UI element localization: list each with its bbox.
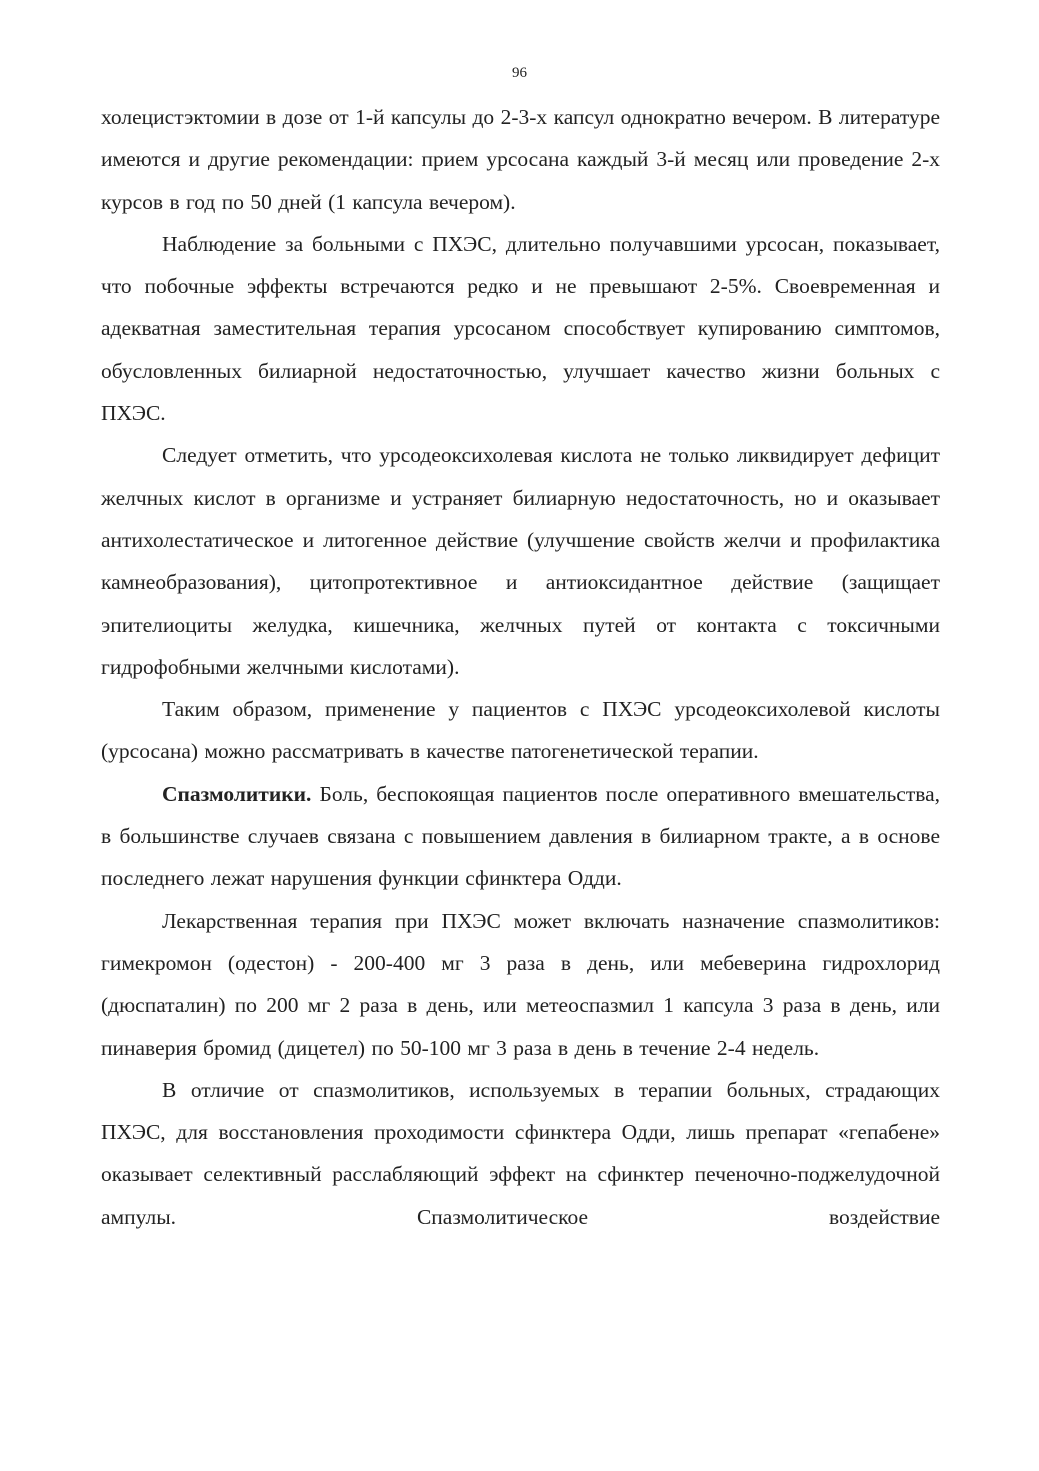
paragraph-2: Наблюдение за больными с ПХЭС, длительно получавшими урсосан, показывает, что побочные эффекты встречаются редко и не превышают 2-5%. Своевременная и адекватная заместительная терапия урсосаном способствует купированию симптомов, обусловленных билиарной недостаточностью, улучшает качество жизни больных с ПХЭС. xyxy=(101,231,940,426)
paragraph-1: холецистэктомии в дозе от 1-й капсулы до 2-3-х капсул однократно вечером. В литературе имеются и другие рекомендации: прием урсосана каждый 3-й месяц или проведение 2-х курсов в год по 50 дней (1 капсула вечером). xyxy=(101,105,940,214)
page-number: 96 xyxy=(512,65,527,81)
paragraph-7: В отличие от спазмолитиков, используемых в терапии больных, страдающих ПХЭС, для восстановления проходимости сфинктера Одди, лишь препарат «гепабене» оказывает селективный расслабляющий эффект на сфинктер печеночно-поджелудочной ампулы. Спазмолитическое воздействие xyxy=(101,1077,940,1229)
paragraph-4: Таким образом, применение у пациентов с ПХЭС урсодеоксихолевой кислоты (урсосана) можно рассматривать в качестве патогенетической терапии. xyxy=(101,697,940,764)
section-heading-spasmolytics: Спазмолитики. xyxy=(162,781,312,806)
paragraph-6: Лекарственная терапия при ПХЭС может включать назначение спазмолитиков: гимекромон (одестон) - 200-400 мг 3 раза в день, или мебеверина гидрохлорид (дюспаталин) по 200 мг 2 раза в день, или метеоспазмил 1 капсула 3 раза в день, или пинаверия бромид (дицетел) по 50-100 мг 3 раза в день в течение 2-4 недель. xyxy=(101,908,940,1060)
paragraph-5 xyxy=(101,773,940,900)
document-body xyxy=(101,96,940,1238)
paragraph-5-text: Боль, беспокоящая пациентов после оперативного вмешательства, в большинстве случаев связана с повышением давления в билиарном тракте, а в основе последнего лежат нарушения функции сфинктера Одди. xyxy=(101,781,941,891)
paragraph-3: Следует отметить, что урсодеоксихолевая кислота не только ликвидирует дефицит желчных кислот в организме и устраняет билиарную недостаточность, но и оказывает антихолестатическое и литогенное действие (улучшение свойств желчи и профилактика камнеобразования), цитопротективное и антиоксидантное действие (защищает эпителиоциты желудка, кишечника, желчных путей от контакта с токсичными гидрофобными желчными кислотами). xyxy=(101,443,940,679)
